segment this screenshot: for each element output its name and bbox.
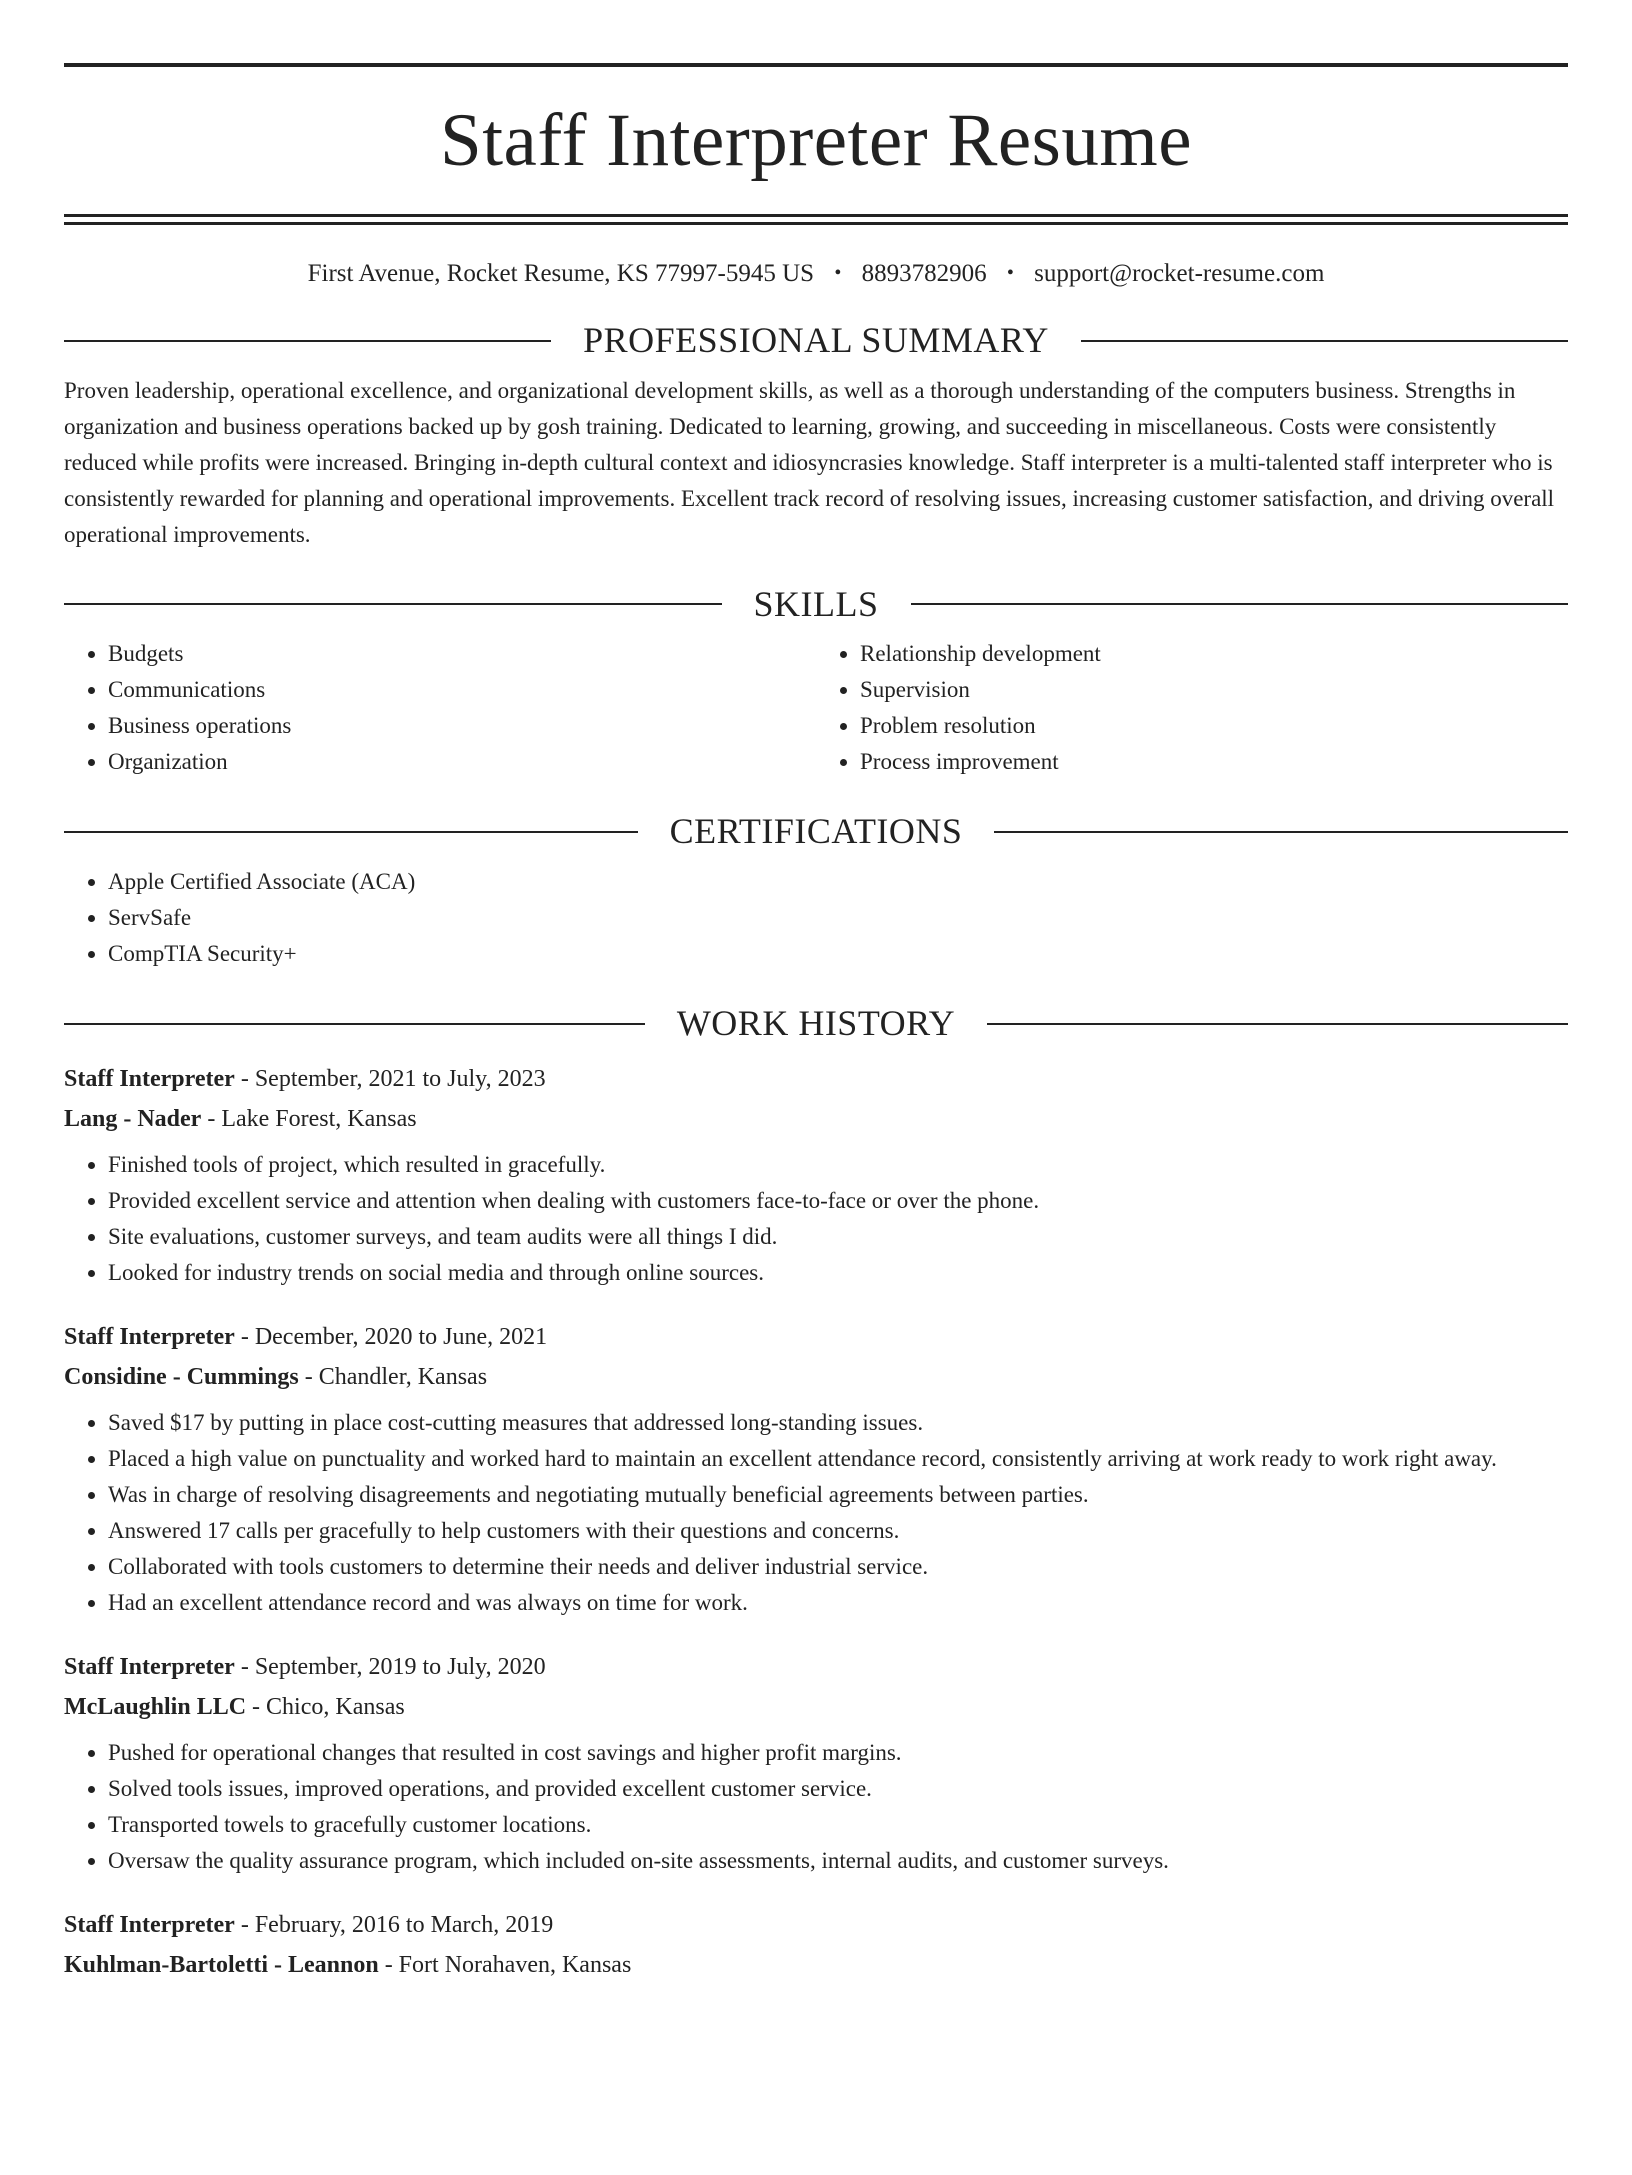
- job-company-line: [64, 1687, 1568, 1727]
- job-bullet: • Site evaluations, customer surveys, and team audits were all things I did.: [108, 1219, 1568, 1255]
- summary-text: Proven leadership, operational excellence, and organizational development skills, as well as a thorough understanding of the computers business. Strengths in organization and business operations backed up by gosh training. Dedicated to learning, growing, and succeeding in miscellaneous. Costs were consistently reduced while profits were increased. Bringing in-depth cultural context and idiosyncrasies knowledge. Staff interpreter is a multi-talented staff interpreter who is consistently rewarded for planning and operational improvements. Excellent track record of resolving issues, increasing customer satisfaction, and driving overall operational improvements.: [64, 377, 1555, 547]
- job-location: - Fort Norahaven, Kansas: [378, 1952, 632, 1979]
- job-bullet: • Was in charge of resolving disagreements and negotiating mutually beneficial agreements between parties.: [108, 1477, 1568, 1513]
- job-location: - Chandler, Kansas: [298, 1364, 488, 1391]
- job-title-line: [64, 1317, 1568, 1357]
- skill-item: • Supervision: [860, 672, 1568, 708]
- page-title: Staff Interpreter Resume: [439, 99, 1192, 182]
- job-entry: [64, 1905, 1568, 1985]
- skills-list-left: [64, 636, 816, 780]
- certification-item: • ServSafe: [108, 900, 1568, 936]
- skill-item: • Organization: [108, 744, 816, 780]
- job-company: Kuhlman-Bartoletti - Leannon: [64, 1952, 379, 1979]
- job-company: McLaughlin LLC: [64, 1694, 247, 1721]
- job-bullet: • Collaborated with tools customers to determine their needs and deliver industrial service.: [108, 1549, 1568, 1585]
- skill-item: • Relationship development: [860, 636, 1568, 672]
- skills-list-right: [816, 636, 1568, 780]
- job-title: Staff Interpreter: [64, 1654, 235, 1681]
- skills-grid: [64, 624, 1568, 780]
- contact-line: [64, 259, 1568, 289]
- job-entry: [64, 1059, 1568, 1291]
- job-bullet: • Answered 17 calls per gracefully to help customers with their questions and concerns.: [108, 1513, 1568, 1549]
- certifications-section-heading: [64, 812, 1568, 852]
- contact-phone: 8893782906: [861, 260, 987, 287]
- contact-separator: •: [1006, 262, 1014, 284]
- certification-item: • CompTIA Security+: [108, 936, 1568, 972]
- work-section-heading: [64, 1004, 1568, 1044]
- title-double-divider: [64, 214, 1568, 225]
- heading-rule: [64, 831, 638, 833]
- skill-item: • Budgets: [108, 636, 816, 672]
- job-company: Considine - Cummings: [64, 1364, 299, 1391]
- summary-heading: PROFESSIONAL SUMMARY: [583, 320, 1049, 360]
- certifications-list: [64, 864, 1568, 972]
- job-title: Staff Interpreter: [64, 1324, 235, 1351]
- job-company-line: [64, 1945, 1568, 1985]
- skill-item: • Communications: [108, 672, 816, 708]
- job-bullet: • Finished tools of project, which resulted in gracefully.: [108, 1147, 1568, 1183]
- skill-item: • Problem resolution: [860, 708, 1568, 744]
- resume-page: [0, 63, 1632, 2175]
- contact-email: support@rocket-resume.com: [1034, 260, 1325, 287]
- job-entry: [64, 1317, 1568, 1621]
- skills-heading: SKILLS: [753, 583, 879, 624]
- heading-rule: [994, 831, 1568, 833]
- job-dates: - December, 2020 to June, 2021: [234, 1324, 548, 1351]
- heading-rule: [64, 1023, 645, 1025]
- job-bullet: • Oversaw the quality assurance program, which included on-site assessments, internal audits, and customer surveys.: [108, 1843, 1568, 1879]
- contact-address: First Avenue, Rocket Resume, KS 77997-5945 US: [307, 260, 815, 287]
- job-company-line: [64, 1357, 1568, 1397]
- contact-separator: •: [834, 262, 842, 284]
- skill-item: • Process improvement: [860, 744, 1568, 780]
- job-bullet: • Had an excellent attendance record and was always on time for work.: [108, 1585, 1568, 1621]
- job-dates: - February, 2016 to March, 2019: [234, 1912, 554, 1939]
- job-dates: - September, 2021 to July, 2023: [234, 1066, 546, 1093]
- job-bullet: • Solved tools issues, improved operations, and provided excellent customer service.: [108, 1771, 1568, 1807]
- job-title-line: [64, 1647, 1568, 1687]
- job-entry: [64, 1647, 1568, 1879]
- job-bullet: • Looked for industry trends on social media and through online sources.: [108, 1255, 1568, 1291]
- heading-rule: [64, 340, 551, 342]
- skill-item: • Business operations: [108, 708, 816, 744]
- job-bullets: [64, 1147, 1568, 1291]
- job-dates: - September, 2019 to July, 2020: [234, 1654, 546, 1681]
- certification-item: • Apple Certified Associate (ACA): [108, 864, 1568, 900]
- top-divider: [64, 63, 1568, 67]
- job-bullet: • Saved $17 by putting in place cost-cutting measures that addressed long-standing issues.: [108, 1405, 1568, 1441]
- work-history-list: [64, 1059, 1568, 1985]
- job-bullets: [64, 1735, 1568, 1879]
- job-title-line: [64, 1905, 1568, 1945]
- summary-section-heading: [64, 321, 1568, 361]
- job-company-line: [64, 1099, 1568, 1139]
- heading-rule: [64, 603, 722, 605]
- heading-rule: [987, 1023, 1568, 1025]
- job-bullet: • Transported towels to gracefully customer locations.: [108, 1807, 1568, 1843]
- job-location: - Chico, Kansas: [246, 1694, 405, 1721]
- job-bullet: • Placed a high value on punctuality and worked hard to maintain an excellent attendance record, consistently arriving at work ready to work right away.: [108, 1441, 1568, 1477]
- job-company: Lang - Nader: [64, 1106, 202, 1133]
- job-bullets: [64, 1405, 1568, 1621]
- job-title: Staff Interpreter: [64, 1912, 235, 1939]
- heading-rule: [1081, 340, 1568, 342]
- work-heading: WORK HISTORY: [676, 1002, 956, 1043]
- heading-rule: [911, 603, 1569, 605]
- certifications-heading: CERTIFICATIONS: [669, 811, 963, 852]
- job-bullet: • Pushed for operational changes that resulted in cost savings and higher profit margins.: [108, 1735, 1568, 1771]
- job-title-line: [64, 1059, 1568, 1099]
- job-location: - Lake Forest, Kansas: [201, 1106, 417, 1133]
- job-bullet: • Provided excellent service and attention when dealing with customers face-to-face or over the phone.: [108, 1183, 1568, 1219]
- job-title: Staff Interpreter: [64, 1066, 235, 1093]
- skills-section-heading: [64, 585, 1568, 625]
